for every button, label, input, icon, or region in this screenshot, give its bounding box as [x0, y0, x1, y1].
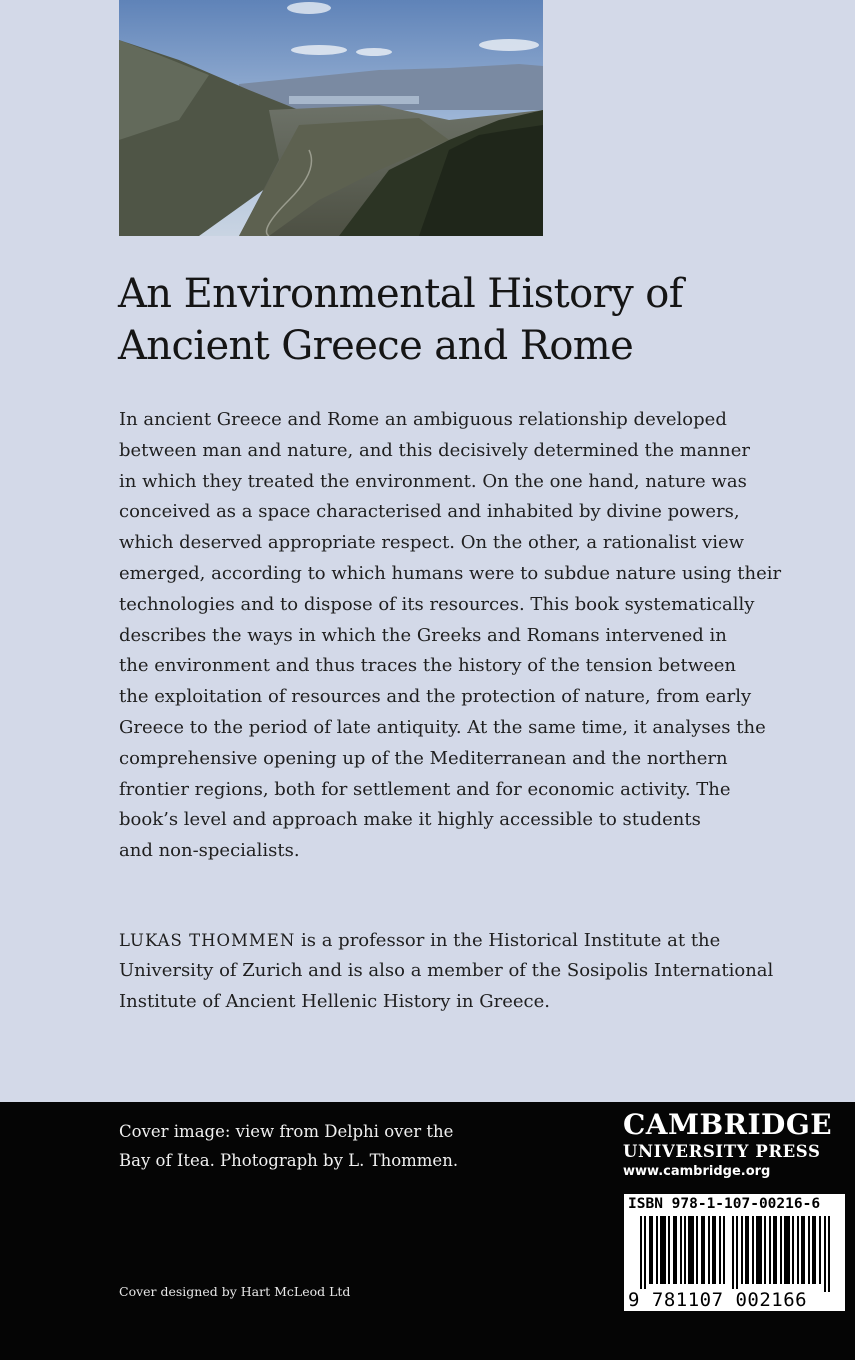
bio-line-1: [119, 926, 789, 956]
delphi-landscape-image: [119, 0, 543, 236]
title-line-2: Ancient Greece and Rome: [118, 323, 634, 369]
cover-photo: [119, 0, 543, 236]
blurb-line: the environment and thus traces the history of the tension between: [119, 655, 736, 677]
blurb-line: conceived as a space characterised and inhabited by divine powers,: [119, 501, 740, 523]
author-bio: [119, 926, 789, 1017]
book-title: [118, 268, 818, 372]
publisher-url: www.cambridge.org: [623, 1164, 771, 1179]
blurb-line: technologies and to dispose of its resources. This book systematically: [119, 593, 755, 615]
cover-designer-credit: Cover designed by Hart McLeod Ltd: [119, 1284, 351, 1299]
credit-line-2: Bay of Itea. Photograph by L. Thommen.: [119, 1150, 459, 1170]
isbn-barcode: [624, 1194, 845, 1311]
blurb-line: emerged, according to which humans were to subdue nature using their: [119, 562, 782, 584]
book-description: [119, 405, 789, 867]
blurb-line: Greece to the period of late antiquity. At the same time, it analyses the: [119, 716, 766, 738]
blurb-line: which deserved appropriate respect. On the other, a rationalist view: [119, 532, 745, 554]
bio-line-1-text: is a professor in the Historical Institute at the: [295, 930, 721, 951]
author-name: LUKAS THOMMEN: [119, 931, 296, 950]
publisher-logo: [623, 1108, 848, 1182]
isbn-label: ISBN 978-1-107-00216-6: [628, 1196, 821, 1212]
bio-line-2: University of Zurich and is also a member of the Sosipolis International: [119, 960, 774, 982]
blurb-line: frontier regions, both for settlement and for economic activity. The: [119, 778, 731, 800]
title-line-1: An Environmental History of: [118, 271, 683, 317]
blurb-line: describes the ways in which the Greeks and Romans intervened in: [119, 624, 727, 646]
blurb-line: the exploitation of resources and the protection of nature, from early: [119, 686, 752, 708]
bio-line-3: Institute of Ancient Hellenic History in Greece.: [119, 990, 550, 1012]
blurb-line: book’s level and approach make it highly accessible to students: [119, 809, 701, 831]
credit-line-1: Cover image: view from Delphi over the: [119, 1122, 454, 1141]
blurb-line: and non-specialists.: [119, 840, 300, 862]
cover-image-credit: [119, 1118, 458, 1175]
publisher-subtitle: UNIVERSITY PRESS: [623, 1142, 821, 1161]
barcode-icon: [628, 1216, 841, 1292]
blurb-line: In ancient Greece and Rome an ambiguous relationship developed: [119, 409, 727, 430]
blurb-line: in which they treated the environment. On the one hand, nature was: [119, 470, 747, 492]
cover-footer: [0, 1102, 855, 1360]
publisher-name: CAMBRIDGE: [623, 1108, 833, 1141]
blurb-line: between man and nature, and this decisively determined the manner: [119, 439, 750, 461]
blurb-line: comprehensive opening up of the Mediterranean and the northern: [119, 747, 728, 769]
ean-digits: 9 781107 002166: [628, 1289, 808, 1311]
